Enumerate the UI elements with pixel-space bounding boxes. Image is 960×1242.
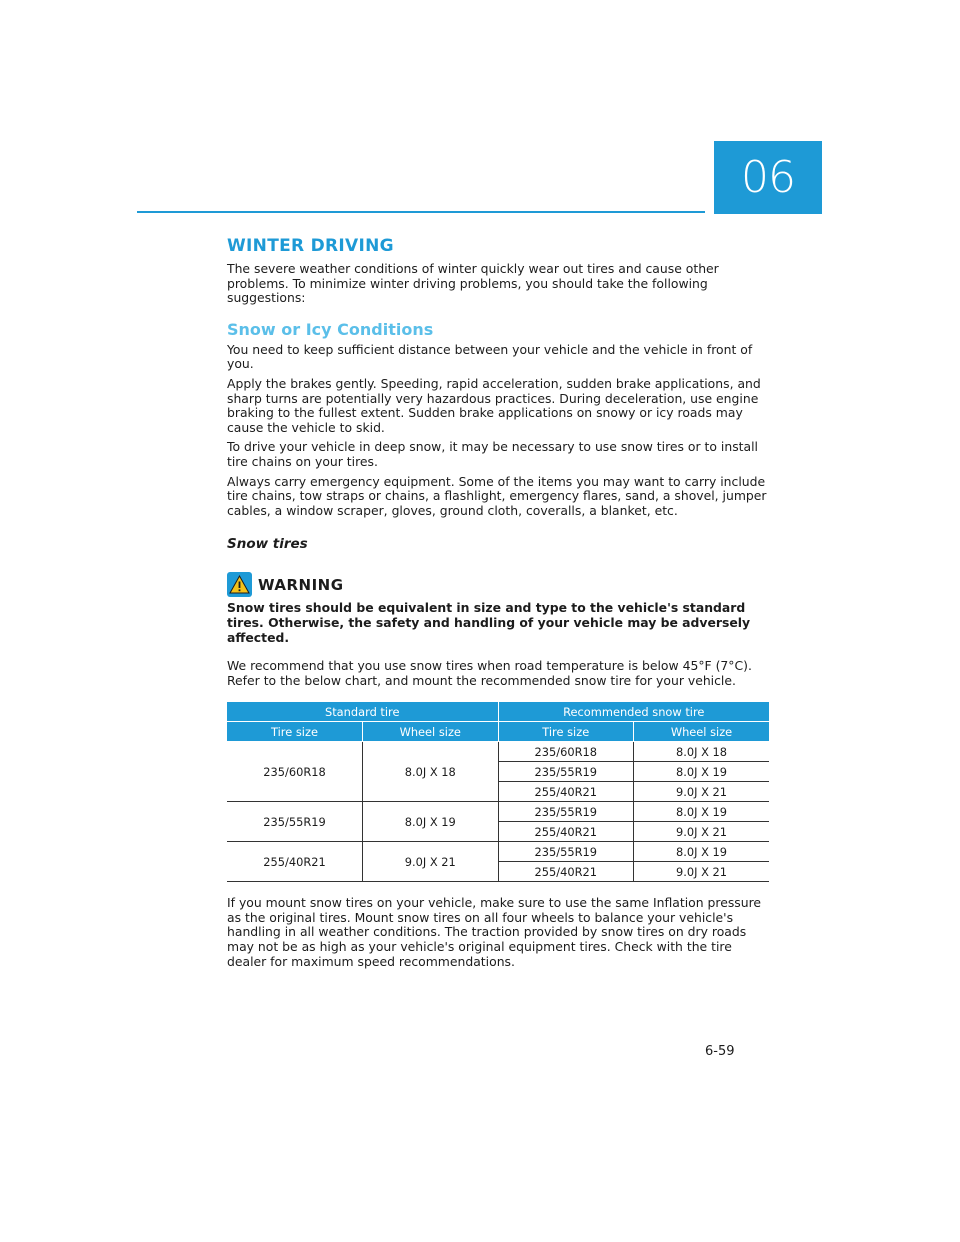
chapter-tab: 06 xyxy=(714,141,822,214)
std-tire-size-cell: 255/40R21 xyxy=(227,842,363,882)
snow-wheel-size-cell: 8.0J X 19 xyxy=(634,842,770,862)
col-header-std-tire-size: Tire size xyxy=(227,722,363,742)
snow-tire-size-cell: 235/55R19 xyxy=(498,842,634,862)
table-row xyxy=(227,742,769,762)
table-row xyxy=(227,842,769,862)
snow-wheel-size-cell: 8.0J X 18 xyxy=(634,742,770,762)
col-header-snow-tire-size: Tire size xyxy=(498,722,634,742)
page-content xyxy=(227,236,771,974)
snow-section-title: Snow or Icy Conditions xyxy=(227,319,434,339)
col-header-std-wheel-size: Wheel size xyxy=(363,722,499,742)
snow-wheel-size-cell: 9.0J X 21 xyxy=(634,822,770,842)
snow-paragraph-3: To drive your vehicle in deep snow, it may be necessary to use snow tires or to install tire chains on your tires. xyxy=(227,439,759,469)
closing-paragraph: If you mount snow tires on your vehicle, make sure to use the same Inflation pressure as the original tires. Mount snow tires on all four wheels to balance your vehicle's handling in all weather conditions. The traction provided by snow tires on dry roads may not be as high as your vehicle's original equipment tires. Check with the tire dealer for maximum speed recommendations. xyxy=(227,895,762,969)
snow-tire-size-cell: 235/55R19 xyxy=(498,762,634,782)
section-title: WINTER DRIVING xyxy=(227,236,394,256)
col-header-snow-wheel-size: Wheel size xyxy=(634,722,770,742)
warning-title: WARNING xyxy=(258,575,344,594)
header-recommended-snow-tire: Recommended snow tire xyxy=(498,702,769,722)
snow-tire-table xyxy=(227,702,769,882)
snow-paragraph-4: Always carry emergency equipment. Some of the items you may want to carry include tire chains, tow straps or chains, a flashlight, emergency flares, sand, a shovel, jumper cables, a window scraper, gloves, ground cloth, coveralls, a blanket, etc. xyxy=(227,473,767,518)
snow-tire-size-cell: 255/40R21 xyxy=(498,782,634,802)
snow-tire-size-cell: 255/40R21 xyxy=(498,862,634,882)
snow-tire-size-cell: 235/55R19 xyxy=(498,802,634,822)
std-wheel-size-cell: 9.0J X 21 xyxy=(363,842,499,882)
snow-paragraph-1: You need to keep sufficient distance between your vehicle and the vehicle in front of you. xyxy=(227,341,753,372)
snow-tires-title: Snow tires xyxy=(227,536,308,553)
snow-tire-size-cell: 235/60R18 xyxy=(498,742,634,762)
std-wheel-size-cell: 8.0J X 19 xyxy=(363,802,499,842)
warning-text: Snow tires should be equivalent in size and type to the vehicle's standard tires. Otherwise, the safety and handling of your vehicle may be adversely affected. xyxy=(227,600,751,645)
warning-header xyxy=(227,572,771,597)
table-row xyxy=(227,802,769,822)
page-number: 6-59 xyxy=(705,1044,735,1059)
header-standard-tire: Standard tire xyxy=(227,702,498,722)
std-tire-size-cell: 235/55R19 xyxy=(227,802,363,842)
snow-tire-size-cell: 255/40R21 xyxy=(498,822,634,842)
snow-wheel-size-cell: 9.0J X 21 xyxy=(634,782,770,802)
std-tire-size-cell: 235/60R18 xyxy=(227,742,363,802)
warning-triangle-icon xyxy=(227,572,252,597)
snow-wheel-size-cell: 9.0J X 21 xyxy=(634,862,770,882)
intro-paragraph: The severe weather conditions of winter quickly wear out tires and cause other problems. To minimize winter driving problems, you should take the following suggestions: xyxy=(227,261,719,306)
recommend-paragraph: We recommend that you use snow tires when road temperature is below 45°F (7°C). Refer to the below chart, and mount the recommended snow tire for your vehicle. xyxy=(227,658,752,688)
header-rule xyxy=(137,211,705,213)
std-wheel-size-cell: 8.0J X 18 xyxy=(363,742,499,802)
snow-paragraph-2: Apply the brakes gently. Speeding, rapid acceleration, sudden brake applications, and sharp turns are potentially very hazardous practices. During deceleration, use engine braking to the fullest extent. Sudden brake applications on snowy or icy roads may cause the vehicle to skid. xyxy=(227,375,761,435)
snow-wheel-size-cell: 8.0J X 19 xyxy=(634,802,770,822)
snow-wheel-size-cell: 8.0J X 19 xyxy=(634,762,770,782)
